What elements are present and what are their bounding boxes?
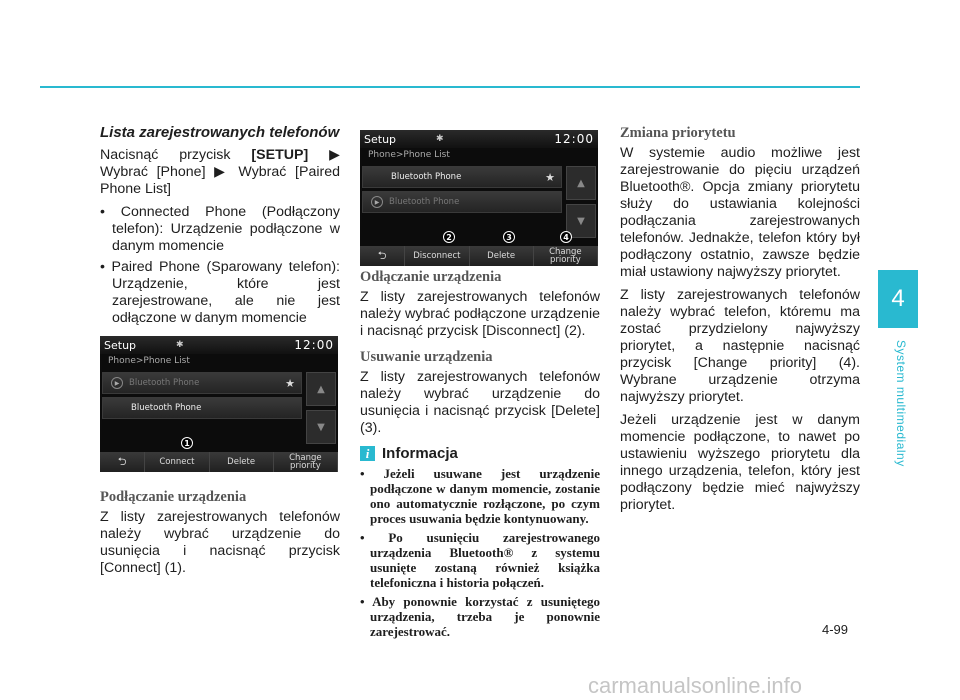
intro-path-text: ▶ Wybrać [Phone] ▶ Wybrać [Paired Phone List] — [100, 147, 340, 197]
info-title: Informacja — [382, 445, 458, 462]
star-icon: ★ — [285, 376, 295, 390]
bluetooth-icon: ✱ — [176, 340, 184, 350]
page-number: 4-99 — [822, 622, 849, 637]
header-rule — [40, 86, 860, 88]
list-item-connected-phone[interactable] — [362, 166, 562, 188]
button-bar — [360, 246, 598, 266]
status-bar — [100, 336, 338, 354]
intro-text: Nacisnąć przycisk — [100, 147, 252, 163]
intro-paragraph — [100, 147, 340, 198]
disconnect-button[interactable]: Disconnect — [405, 246, 469, 266]
column-middle — [360, 268, 600, 643]
delete-button[interactable]: Delete — [210, 452, 274, 472]
row-label: Bluetooth Phone — [129, 378, 200, 388]
list-item: • Paired Phone (Sparowany telefon): Urządzenie, które jest zarejestrowane, ale nie jest odłączone w danym momencie — [100, 259, 340, 327]
row-label: Bluetooth Phone — [389, 197, 460, 207]
screen-title: Setup — [364, 132, 397, 146]
row-label: Bluetooth Phone — [131, 403, 202, 413]
connect-paragraph: Z listy zarejestrowanych telefonów należy wybrać urządzenie do usunięcia i nacisnąć przycisk [Connect] (1). — [100, 509, 340, 576]
delete-paragraph: Z listy zarejestrowanych telefonów należy wybrać urządzenie do usunięcia i nacisnąć przycisk [Delete] (3). — [360, 369, 600, 436]
chapter-number: 4 — [878, 270, 918, 328]
info-list — [360, 466, 600, 639]
play-icon: ▶ — [371, 196, 383, 208]
priority-paragraph: W systemie audio możliwe jest zarejestrowanie do pięciu urządzeń Bluetooth®. Opcja zmiany priorytetu służy do ustawiania kolejności podłączania zarejestrowanych telefonów. Jednakże, telefon który był podłączony ostatnio, zawsze będzie miał ustawiony najwyższy priorytet. — [620, 145, 860, 280]
column-left — [100, 124, 340, 331]
breadcrumb: Phone>Phone List — [108, 356, 190, 366]
change-priority-button[interactable]: Change priority — [534, 246, 598, 266]
bluetooth-icon: ✱ — [436, 134, 444, 144]
watermark: carmanualsonline.info — [588, 673, 803, 698]
clock: 12:00 — [554, 132, 594, 146]
section-title-paired-list: Lista zarejestrowanych telefonów — [100, 124, 340, 141]
callout-badge: 3 — [503, 231, 515, 243]
list-item: • Aby ponownie korzystać z usuniętego urządzenia, trzeba je ponownie zarejestrować. — [360, 594, 600, 639]
screenshot-disconnect — [360, 130, 598, 266]
row-label: Bluetooth Phone — [391, 172, 462, 182]
section-title-disconnect: Odłączanie urządzenia — [360, 269, 502, 285]
screen-title: Setup — [104, 338, 137, 352]
column-right — [620, 124, 860, 520]
scroll-up-button[interactable]: ▲ — [306, 372, 336, 406]
list-item: • Po usunięciu zarejestrowanego urządzenia Bluetooth® z systemu usunięte zostaną również książka telefoniczna i historia połączeń. — [360, 530, 600, 590]
disconnect-paragraph: Z listy zarejestrowanych telefonów należy wybrać podłączone urządzenie i nacisnąć przycisk [Disconnect] (2). — [360, 289, 600, 339]
callout-badge: 2 — [443, 231, 455, 243]
priority-paragraph: Jeżeli urządzenie jest w danym momencie podłączone, to nawet po ustawieniu wyższego priorytetu dla innego urządzenia, telefon, który jest podłączony będzie mieć najwyższy priorytet. — [620, 412, 860, 513]
delete-button[interactable]: Delete — [470, 246, 534, 266]
status-bar — [360, 130, 598, 148]
list-item-paired-phone[interactable] — [362, 191, 562, 213]
info-header — [360, 445, 600, 462]
breadcrumb: Phone>Phone List — [368, 150, 450, 160]
priority-paragraph: Z listy zarejestrowanych telefonów należy wybrać telefon, któremu ma zostać przydzielony najwyższy priorytet, a następnie nacisnąć przycisk [Change priority] (4). Wybrane urządzenie otrzyma najwyższy priorytet. — [620, 287, 860, 405]
scroll-up-button[interactable]: ▲ — [566, 166, 596, 200]
star-icon: ★ — [545, 170, 555, 184]
list-item: • Connected Phone (Podłączony telefon): Urządzenie podłączone w danym momencie — [100, 204, 340, 255]
info-icon: i — [360, 446, 375, 461]
scroll-down-button[interactable]: ▼ — [566, 204, 596, 238]
section-title-delete: Usuwanie urządzenia — [360, 349, 493, 365]
section-title-connect: Podłączanie urządzenia — [100, 489, 247, 505]
callout-badge: 4 — [560, 231, 572, 243]
scroll-down-button[interactable]: ▼ — [306, 410, 336, 444]
play-icon: ▶ — [111, 377, 123, 389]
back-button[interactable]: ⮌ — [100, 452, 145, 472]
clock: 12:00 — [294, 338, 334, 352]
phone-types-list — [100, 204, 340, 327]
list-item-paired-phone[interactable] — [102, 397, 302, 419]
chapter-title: System multimedialny — [894, 340, 908, 467]
section-title-priority: Zmiana priorytetu — [620, 125, 736, 141]
connect-button[interactable]: Connect — [145, 452, 209, 472]
change-priority-button[interactable]: Change priority — [274, 452, 338, 472]
list-item-paired-phone[interactable] — [102, 372, 302, 394]
column-left-lower — [100, 488, 340, 583]
button-bar — [100, 452, 338, 472]
screenshot-connect — [100, 336, 338, 472]
list-item: • Jeżeli usuwane jest urządzenie podłączone w danym momencie, zostanie ono automatycznie rozłączone, po czym proces usuwania będzie kontynuowany. — [360, 466, 600, 526]
setup-key-label: [SETUP] — [251, 147, 309, 163]
callout-badge: 1 — [181, 437, 193, 449]
back-button[interactable]: ⮌ — [360, 246, 405, 266]
